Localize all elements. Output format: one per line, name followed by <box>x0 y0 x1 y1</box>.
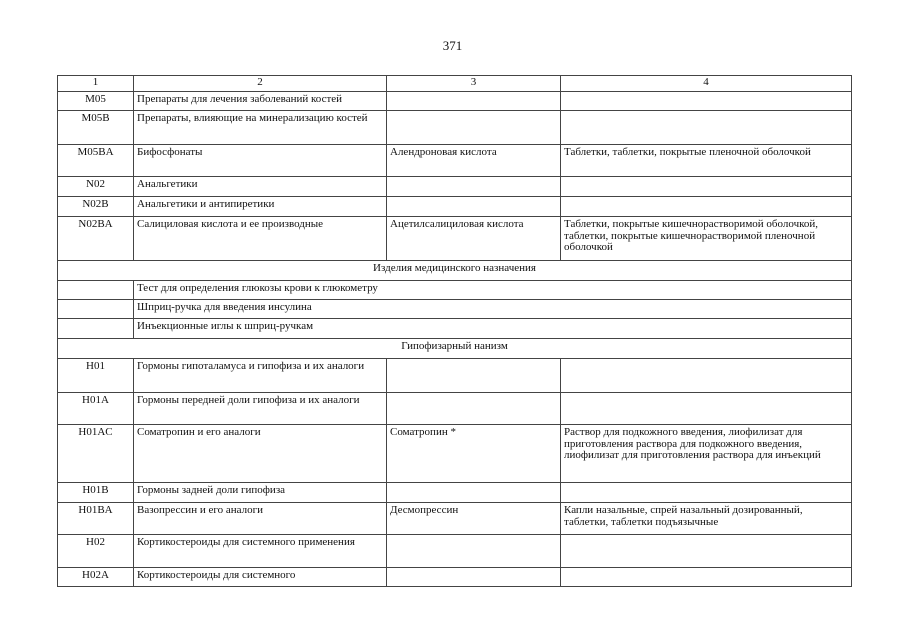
table-row <box>58 281 852 300</box>
atc-code: H01 <box>58 359 134 393</box>
table-row <box>58 177 852 197</box>
atc-code <box>58 319 134 339</box>
atc-code <box>58 281 134 300</box>
group-name: Анальгетики и антипиретики <box>134 197 387 217</box>
dosage-form <box>561 568 852 587</box>
drug-name: Ацетилсалициловая кислота <box>387 217 561 261</box>
dosage-form <box>561 359 852 393</box>
dosage-form: Таблетки, таблетки, покрытые пленочной оболочкой <box>561 145 852 177</box>
atc-code: M05B <box>58 111 134 145</box>
atc-code: M05 <box>58 92 134 111</box>
dosage-form <box>561 111 852 145</box>
drug-name <box>387 393 561 425</box>
atc-code: N02 <box>58 177 134 197</box>
dosage-form <box>561 535 852 568</box>
drug-name <box>387 535 561 568</box>
table-row <box>58 300 852 319</box>
atc-code: H02 <box>58 535 134 568</box>
drug-name <box>387 111 561 145</box>
drug-name <box>387 177 561 197</box>
table-row <box>58 145 852 177</box>
group-name: Вазопрессин и его аналоги <box>134 503 387 535</box>
device-name: Шприц-ручка для введения инсулина <box>134 300 852 319</box>
drug-name: Десмопрессин <box>387 503 561 535</box>
table-row <box>58 393 852 425</box>
atc-code: H01B <box>58 483 134 503</box>
drug-name <box>387 359 561 393</box>
table-row <box>58 568 852 587</box>
table-row <box>58 503 852 535</box>
drug-name: Соматропин * <box>387 425 561 483</box>
dosage-form: Таблетки, покрытые кишечнорастворимой оболочкой, таблетки, покрытые кишечнорастворимой пленочной оболочкой <box>561 217 852 261</box>
section-title: Гипофизарный нанизм <box>58 339 852 359</box>
column-header: 1 <box>58 76 134 92</box>
group-name: Препараты, влияющие на минерализацию костей <box>134 111 387 145</box>
table-row <box>58 92 852 111</box>
group-name: Гормоны передней доли гипофиза и их аналоги <box>134 393 387 425</box>
group-name: Гормоны задней доли гипофиза <box>134 483 387 503</box>
atc-code: N02B <box>58 197 134 217</box>
drug-table <box>57 75 852 587</box>
column-header: 3 <box>387 76 561 92</box>
column-header: 4 <box>561 76 852 92</box>
dosage-form <box>561 177 852 197</box>
group-name: Препараты для лечения заболеваний костей <box>134 92 387 111</box>
group-name: Анальгетики <box>134 177 387 197</box>
dosage-form <box>561 483 852 503</box>
table-header-row <box>58 76 852 92</box>
group-name: Соматропин и его аналоги <box>134 425 387 483</box>
dosage-form <box>561 393 852 425</box>
drug-name: Алендроновая кислота <box>387 145 561 177</box>
table-row <box>58 359 852 393</box>
group-name: Бифосфонаты <box>134 145 387 177</box>
table-row <box>58 319 852 339</box>
drug-name <box>387 92 561 111</box>
group-name: Салициловая кислота и ее производные <box>134 217 387 261</box>
atc-code: H01AC <box>58 425 134 483</box>
device-name: Тест для определения глюкозы крови к глюкометру <box>134 281 852 300</box>
table-row <box>58 217 852 261</box>
drug-name <box>387 197 561 217</box>
dosage-form: Раствор для подкожного введения, лиофилизат для приготовления раствора для подкожного введения, лиофилизат для приготовления раствора для инъекций <box>561 425 852 483</box>
dosage-form: Капли назальные, спрей назальный дозированный, таблетки, таблетки подъязычные <box>561 503 852 535</box>
group-name: Гормоны гипоталамуса и гипофиза и их аналоги <box>134 359 387 393</box>
section-row <box>58 339 852 359</box>
atc-code: H01BA <box>58 503 134 535</box>
page-number: 371 <box>442 38 463 53</box>
atc-code: N02BA <box>58 217 134 261</box>
section-title: Изделия медицинского назначения <box>58 261 852 281</box>
table-row <box>58 535 852 568</box>
drug-name <box>387 483 561 503</box>
dosage-form <box>561 197 852 217</box>
section-row <box>58 261 852 281</box>
drug-name <box>387 568 561 587</box>
group-name: Кортикостероиды для системного применения <box>134 535 387 568</box>
table-row <box>58 483 852 503</box>
atc-code: H02A <box>58 568 134 587</box>
table-row <box>58 197 852 217</box>
column-header: 2 <box>134 76 387 92</box>
atc-code: M05BA <box>58 145 134 177</box>
device-name: Инъекционные иглы к шприц-ручкам <box>134 319 852 339</box>
atc-code: H01A <box>58 393 134 425</box>
atc-code <box>58 300 134 319</box>
table-row <box>58 425 852 483</box>
dosage-form <box>561 92 852 111</box>
table-row <box>58 111 852 145</box>
group-name: Кортикостероиды для системного <box>134 568 387 587</box>
